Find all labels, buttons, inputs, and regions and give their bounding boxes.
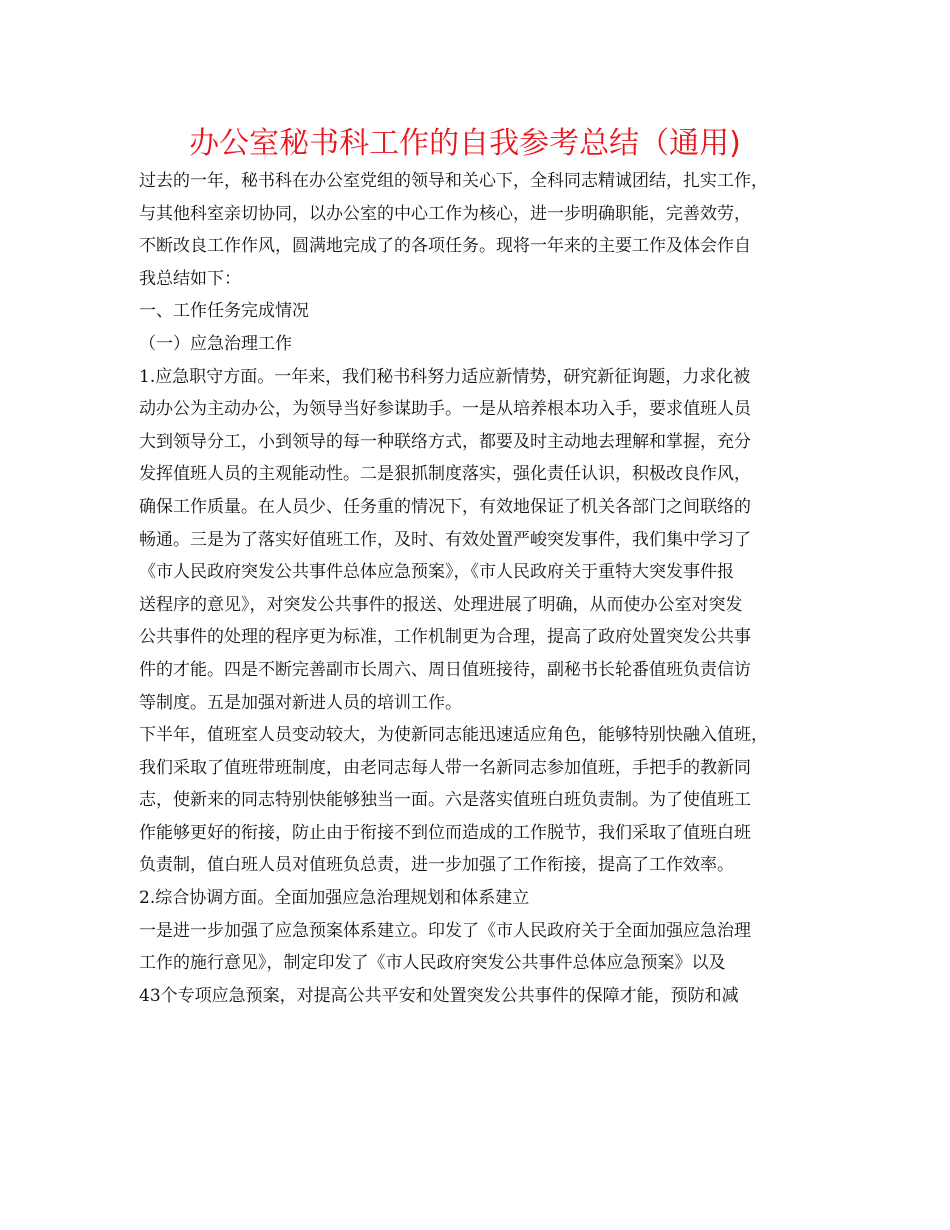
paragraph-line: 等制度。五是加强对新进人员的培训工作。 [139, 692, 462, 713]
paragraph-line: 动办公为主动办公，为领导当好参谋助手。一是从培养根本功入手，要求值班人员 [139, 399, 751, 420]
paragraph-line: 我们采取了值班带班制度，由老同志每人带一名新同志参加值班，手把手的教新同 [139, 757, 751, 778]
paragraph-line: 我总结如下： [139, 268, 241, 289]
subsection-heading: （一）应急治理工作 [139, 333, 292, 354]
paragraph-line: 过去的一年，秘书科在办公室党组的领导和关心下，全科同志精诚团结，扎实工作， [139, 171, 768, 191]
paragraph-line: 负责制，值白班人员对值班负总责，进一步加强了工作衔接，提高了工作效率。 [139, 855, 734, 876]
paragraph-line: 大到领导分工，小到领导的每一种联络方式，都要及时主动地去理解和掌握，充分 [139, 431, 751, 452]
paragraph-line: 公共事件的处理的程序更为标准，工作机制更为合理，提高了政府处置突发公共事 [139, 627, 751, 648]
paragraph-line: 与其他科室亲切协同，以办公室的中心工作为核心，进一步明确职能，完善效劳， [139, 203, 751, 224]
document-title: 办公室秘书科工作的自我参考总结（通用) [189, 126, 741, 161]
paragraph-line: 畅通。三是为了落实好值班工作，及时、有效处置严峻突发事件，我们集中学习了 [139, 529, 751, 550]
paragraph-line: 不断改良工作作风，圆满地完成了的各项任务。现将一年来的主要工作及体会作自 [139, 236, 751, 257]
paragraph-line: 送程序的意见》，对突发公共事件的报送、处理进展了明确，从而使办公室对突发 [139, 594, 743, 615]
section-heading: 一、工作任务完成情况 [139, 301, 309, 322]
paragraph-line: 确保工作质量。在人员少、任务重的情况下，有效地保证了机关各部门之间联络的 [139, 496, 751, 517]
paragraph-line: 志，使新来的同志特别快能够独当一面。六是落实值班白班负责制。为了使值班工 [139, 790, 751, 811]
paragraph-line: 下半年，值班室人员变动较大，为使新同志能迅速适应角色，能够特别快融入值班， [139, 725, 768, 746]
paragraph-line: 1.应急职守方面。一年来，我们秘书科努力适应新情势，研究新征询题，力求化被 [139, 366, 751, 387]
paragraph-line: 43个专项应急预案，对提高公共平安和处置突发公共事件的保障才能，预防和减 [139, 985, 739, 1006]
paragraph-line: 作能够更好的衔接，防止由于衔接不到位而造成的工作脱节，我们采取了值班白班 [139, 822, 751, 843]
paragraph-line: 一是进一步加强了应急预案体系建立。印发了《市人民政府关于全面加强应急治理 [139, 920, 751, 941]
document-body [139, 165, 839, 1012]
paragraph-line: 《市人民政府突发公共事件总体应急预案》，《市人民政府关于重特大突发事件报 [139, 562, 734, 583]
paragraph-line: 工作的施行意见》，制定印发了《市人民政府突发公共事件总体应急预案》以及 [139, 953, 726, 974]
paragraph-line: 2.综合协调方面。全面加强应急治理规划和体系建立 [139, 888, 530, 909]
paragraph-line: 发挥值班人员的主观能动性。二是狠抓制度落实，强化责任认识，积极改良作风， [139, 464, 751, 485]
paragraph-line: 件的才能。四是不断完善副市长周六、周日值班接待，副秘书长轮番值班负责信访 [139, 659, 751, 680]
